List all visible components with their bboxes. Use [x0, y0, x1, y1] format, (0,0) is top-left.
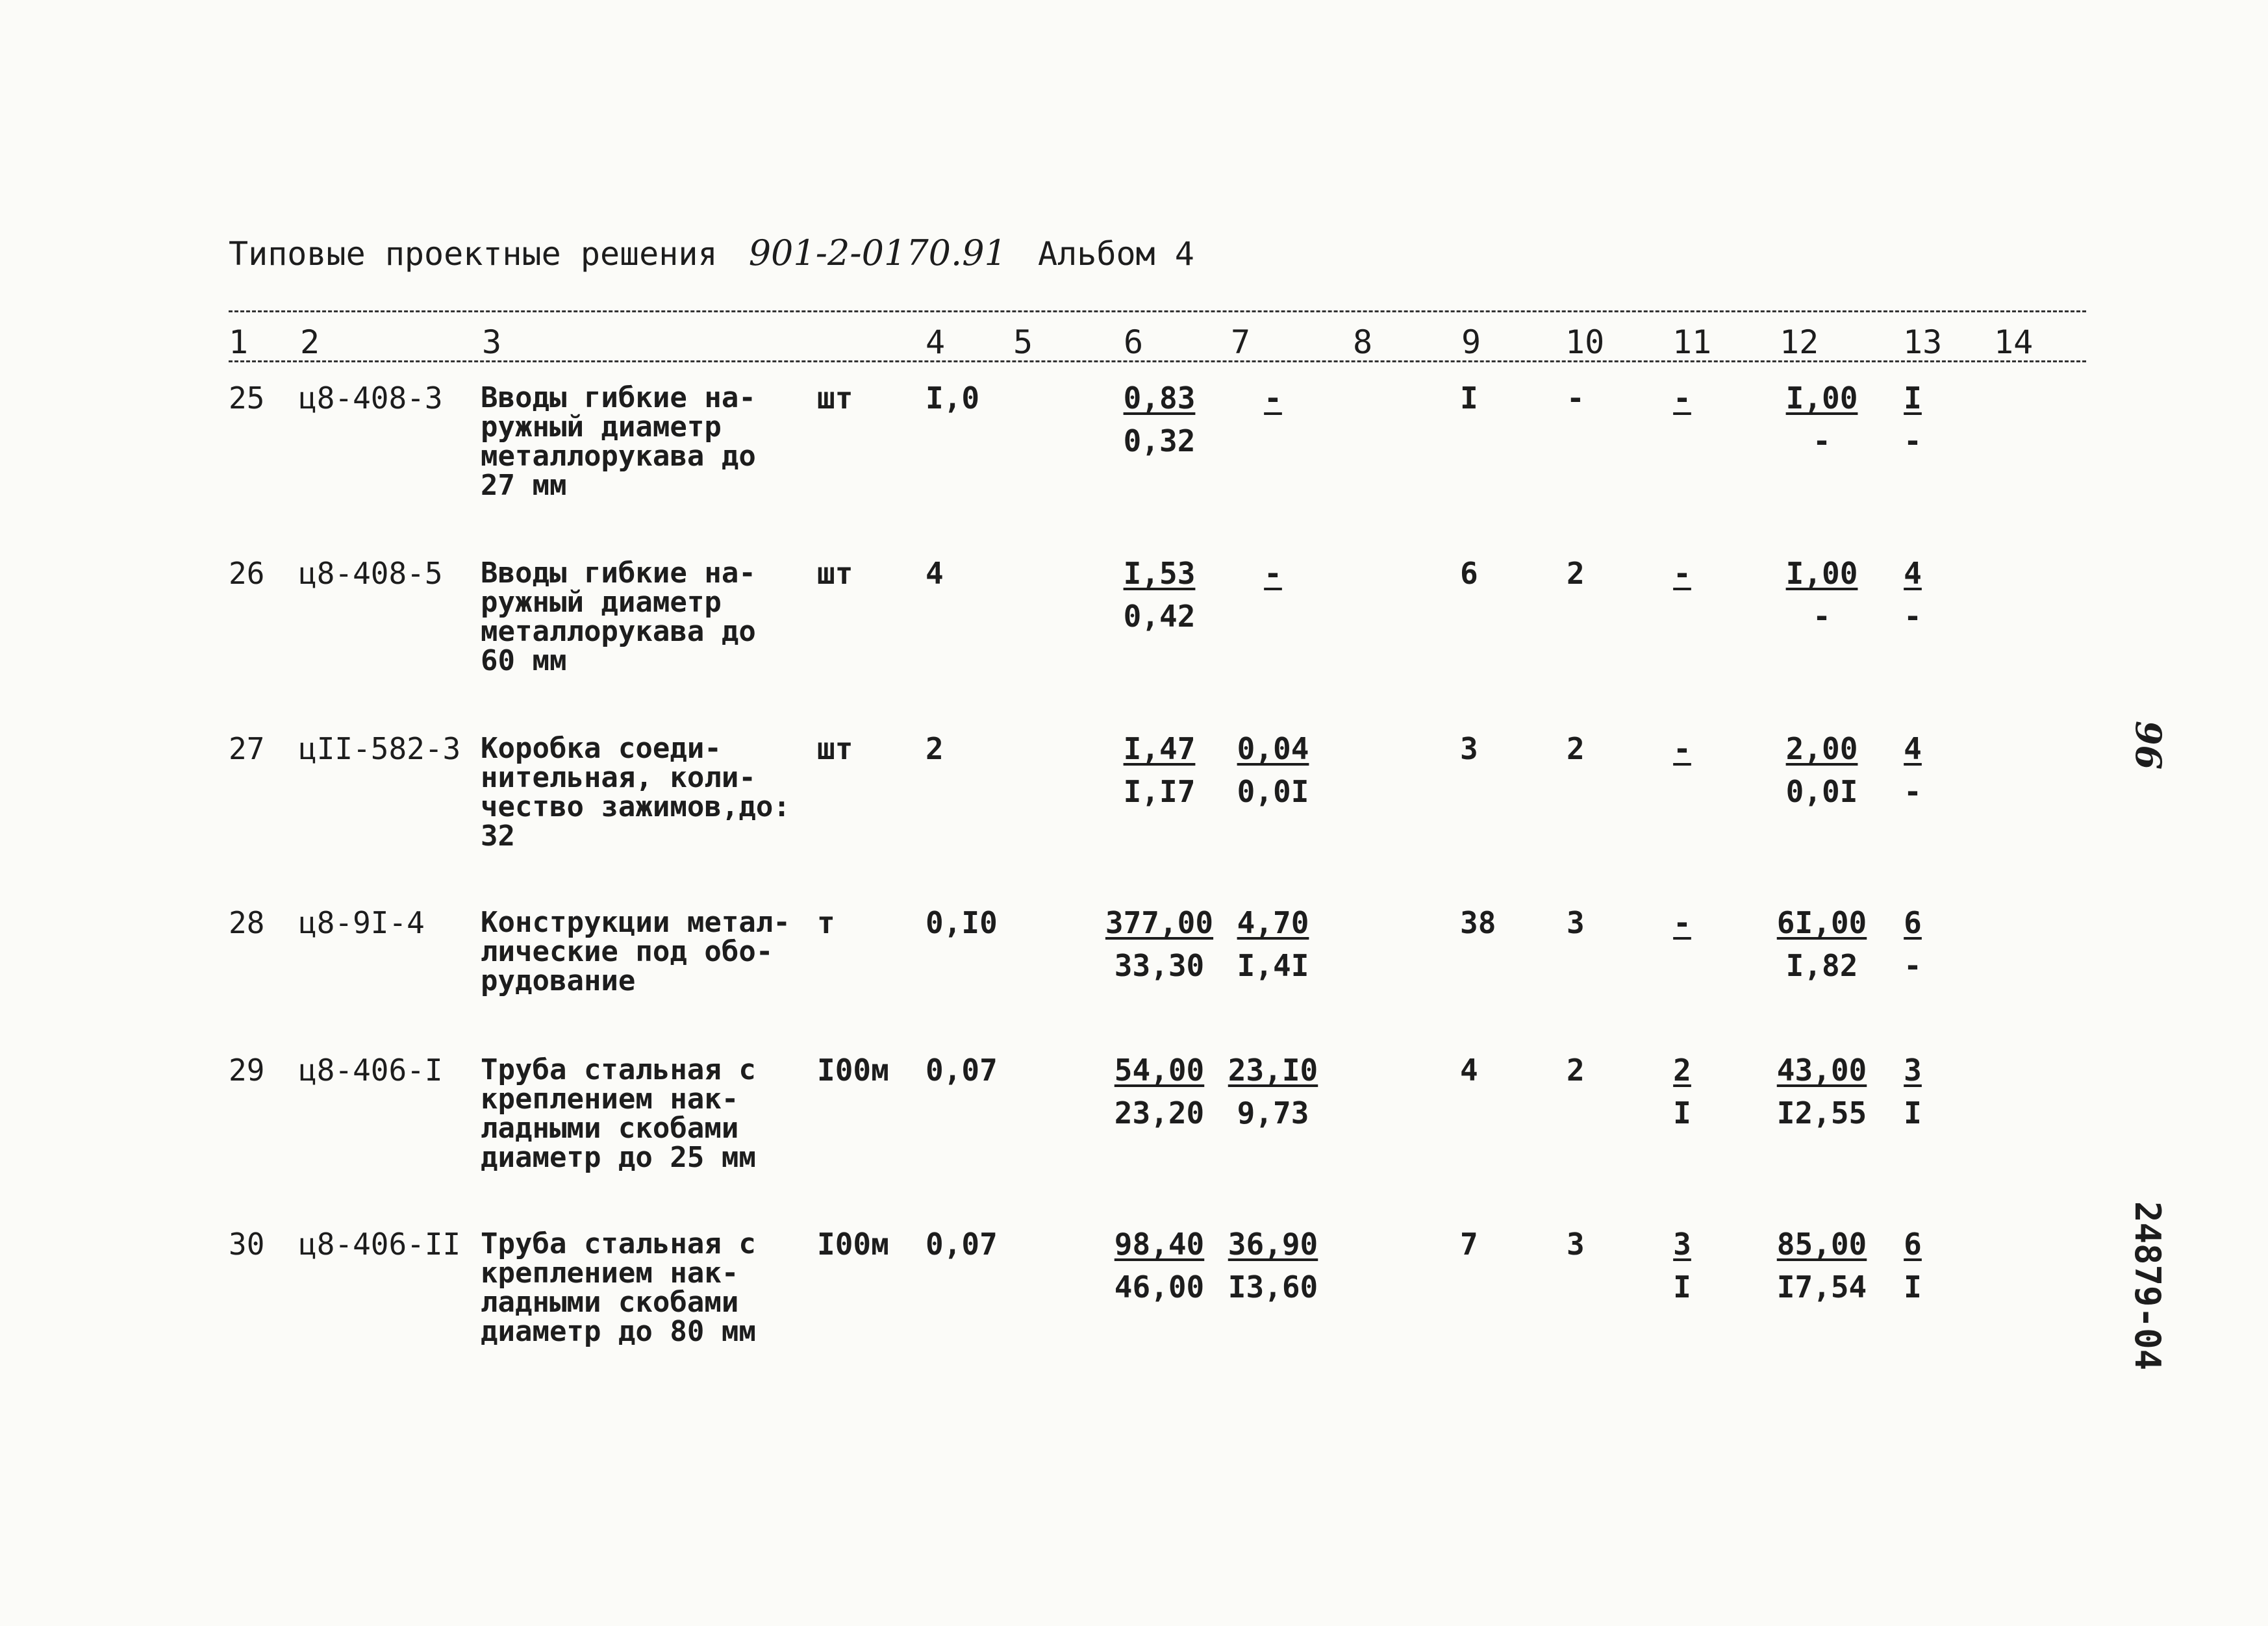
col11-value-bottom: I [1673, 1270, 1691, 1305]
document-header [229, 232, 1194, 273]
col11-value-top: 2 [1673, 1053, 1691, 1088]
col10-value: 2 [1567, 1053, 1585, 1088]
column-header: 10 [1565, 323, 1605, 361]
price-code: ц8-406-II [299, 1227, 461, 1262]
cost-col7-top: - [1264, 556, 1282, 591]
col10-value: 2 [1567, 731, 1585, 766]
price-code: ц8-408-5 [299, 556, 443, 591]
col13-value [1890, 552, 1935, 638]
col13-value [1890, 1223, 1935, 1308]
col13-value-top: 3 [1904, 1053, 1922, 1088]
col11-value-top: - [1673, 381, 1691, 416]
work-description: Вводы гибкие на- ружный диаметр металлорукава до 27 мм [481, 381, 756, 502]
unit: I00м [817, 1053, 889, 1088]
col13-value-bottom: - [1904, 599, 1922, 634]
row-number: 28 [229, 905, 265, 940]
col12-value-top: 43,00 [1776, 1053, 1867, 1088]
cost-col7 [1228, 377, 1318, 419]
inventory-number: 24879-04 [2127, 1201, 2168, 1371]
column-header: 7 [1231, 323, 1251, 361]
header-prefix: Типовые проектные решения [229, 235, 718, 273]
quantity: 0,07 [926, 1053, 998, 1088]
col13-value-bottom: - [1904, 948, 1922, 983]
col9-value: 7 [1460, 1227, 1478, 1262]
unit-cost-col6 [1094, 1223, 1224, 1308]
col12-value [1767, 1049, 1877, 1134]
col12-value-bottom: - [1813, 599, 1831, 634]
cost-col7 [1228, 727, 1318, 813]
unit-cost-col6-bottom: 0,42 [1123, 599, 1196, 634]
col9-value: 4 [1460, 1053, 1478, 1088]
row-number: 25 [229, 381, 265, 416]
unit-cost-col6-top: 0,83 [1123, 381, 1196, 416]
col11-value-top: - [1673, 905, 1691, 940]
unit-cost-col6-bottom: 0,32 [1123, 423, 1196, 458]
col9-value: 38 [1460, 905, 1496, 940]
col11-value [1659, 727, 1705, 770]
row-number: 30 [229, 1227, 265, 1262]
col12-value-top: 6I,00 [1776, 905, 1867, 940]
unit-cost-col6-top: I,47 [1123, 731, 1196, 766]
row-number: 29 [229, 1053, 265, 1088]
col13-value [1890, 901, 1935, 987]
col11-value-top: - [1673, 731, 1691, 766]
col11-value [1659, 1049, 1705, 1134]
cost-col7-top: 0,04 [1237, 731, 1309, 766]
work-description: Труба стальная с креплением нак- ладными скобами диаметр до 80 мм [481, 1227, 756, 1348]
column-header: 1 [229, 323, 249, 361]
unit-cost-col6 [1094, 901, 1224, 987]
col12-value-bottom: 0,0I [1785, 774, 1858, 809]
quantity: 2 [926, 731, 944, 766]
col10-value: 2 [1567, 556, 1585, 591]
cost-col7-top: 23,I0 [1228, 1053, 1318, 1088]
col9-value: 6 [1460, 556, 1478, 591]
cost-col7-bottom: 0,0I [1237, 774, 1309, 809]
column-header: 6 [1124, 323, 1144, 361]
cost-col7-bottom: I,4I [1237, 948, 1309, 983]
col12-value-bottom: I,82 [1785, 948, 1858, 983]
col10-value: 3 [1567, 1227, 1585, 1262]
col12-value-top: I,00 [1785, 556, 1858, 591]
unit-cost-col6-top: 54,00 [1114, 1053, 1205, 1088]
col11-value-top: - [1673, 556, 1691, 591]
page-number: 96 [2128, 721, 2169, 770]
col12-value [1767, 552, 1877, 638]
cost-col7 [1228, 901, 1318, 987]
col11-value-top: 3 [1673, 1227, 1691, 1262]
col10-value: - [1567, 381, 1585, 416]
col12-value [1767, 1223, 1877, 1308]
project-code: 901-2-0170.91 [748, 232, 1007, 273]
col13-value [1890, 377, 1935, 462]
col13-value-bottom: - [1904, 774, 1922, 809]
column-header: 9 [1461, 323, 1481, 361]
unit-cost-col6-bottom: 23,20 [1114, 1095, 1205, 1131]
col13-value [1890, 727, 1935, 813]
col9-value: 3 [1460, 731, 1478, 766]
unit: шт [817, 381, 853, 416]
col9-value: I [1460, 381, 1478, 416]
col13-value-top: 6 [1904, 905, 1922, 940]
cost-col7-bottom: 9,73 [1237, 1095, 1309, 1131]
unit-cost-col6 [1094, 377, 1224, 462]
unit: т [817, 905, 835, 940]
price-code: ц8-408-3 [299, 381, 443, 416]
col11-value [1659, 901, 1705, 944]
quantity: 0,07 [926, 1227, 998, 1262]
col12-value-top: 2,00 [1785, 731, 1858, 766]
work-description: Конструкции метал- лические под обо- рудование [481, 906, 790, 997]
cost-col7-top: - [1264, 381, 1282, 416]
col12-value-bottom: - [1813, 423, 1831, 458]
unit-cost-col6 [1094, 552, 1224, 638]
col10-value: 3 [1567, 905, 1585, 940]
col11-value [1659, 377, 1705, 419]
row-number: 26 [229, 556, 265, 591]
col13-value-top: 4 [1904, 731, 1922, 766]
unit-cost-col6-top: 98,40 [1114, 1227, 1205, 1262]
cost-col7-top: 36,90 [1228, 1227, 1318, 1262]
unit: шт [817, 556, 853, 591]
column-header: 2 [300, 323, 320, 361]
unit-cost-col6-top: I,53 [1123, 556, 1196, 591]
unit-cost-col6 [1094, 1049, 1224, 1134]
col13-value-top: 4 [1904, 556, 1922, 591]
unit-cost-col6-bottom: I,I7 [1123, 774, 1196, 809]
cost-col7-bottom: I3,60 [1228, 1270, 1318, 1305]
unit-cost-col6-bottom: 33,30 [1114, 948, 1205, 983]
column-header: 13 [1903, 323, 1943, 361]
col13-value-bottom: I [1904, 1095, 1922, 1131]
row-number: 27 [229, 731, 265, 766]
unit-cost-col6 [1094, 727, 1224, 813]
col11-value [1659, 552, 1705, 595]
quantity: I,0 [926, 381, 980, 416]
work-description: Вводы гибкие на- ружный диаметр металлорукава до 60 мм [481, 557, 756, 677]
column-header: 5 [1013, 323, 1033, 361]
col11-value [1659, 1223, 1705, 1308]
col13-value-bottom: I [1904, 1270, 1922, 1305]
unit: шт [817, 731, 853, 766]
quantity: 4 [926, 556, 944, 591]
column-header: 12 [1780, 323, 1819, 361]
column-header: 14 [1994, 323, 2034, 361]
col13-value [1890, 1049, 1935, 1134]
col12-value [1767, 901, 1877, 987]
col12-value-top: I,00 [1785, 381, 1858, 416]
cost-col7-top: 4,70 [1237, 905, 1309, 940]
col12-value-bottom: I7,54 [1776, 1270, 1867, 1305]
col13-value-bottom: - [1904, 423, 1922, 458]
work-description: Коробка соеди- нительная, коли- чество зажимов,до: 32 [481, 732, 790, 853]
unit-cost-col6-bottom: 46,00 [1114, 1270, 1205, 1305]
unit-cost-col6-top: 377,00 [1105, 905, 1214, 940]
col12-value [1767, 727, 1877, 813]
col11-value-bottom: I [1673, 1095, 1691, 1131]
price-code: ц8-9I-4 [299, 905, 425, 940]
price-code: ц8-406-I [299, 1053, 443, 1088]
col12-value-top: 85,00 [1776, 1227, 1867, 1262]
col13-value-top: 6 [1904, 1227, 1922, 1262]
table-top-rule [229, 310, 2086, 312]
unit: I00м [817, 1227, 889, 1262]
col12-value-bottom: I2,55 [1776, 1095, 1867, 1131]
album-label: Альбом 4 [1038, 235, 1194, 273]
cost-col7 [1228, 1223, 1318, 1308]
column-header: 4 [926, 323, 946, 361]
column-header: 3 [482, 323, 502, 361]
col12-value [1767, 377, 1877, 462]
cost-col7 [1228, 552, 1318, 595]
col13-value-top: I [1904, 381, 1922, 416]
column-header: 8 [1353, 323, 1373, 361]
column-header: 11 [1672, 323, 1712, 361]
quantity: 0,I0 [926, 905, 998, 940]
price-code: цII-582-3 [299, 731, 461, 766]
work-description: Труба стальная с креплением нак- ладными скобами диаметр до 25 мм [481, 1053, 756, 1174]
cost-col7 [1228, 1049, 1318, 1134]
